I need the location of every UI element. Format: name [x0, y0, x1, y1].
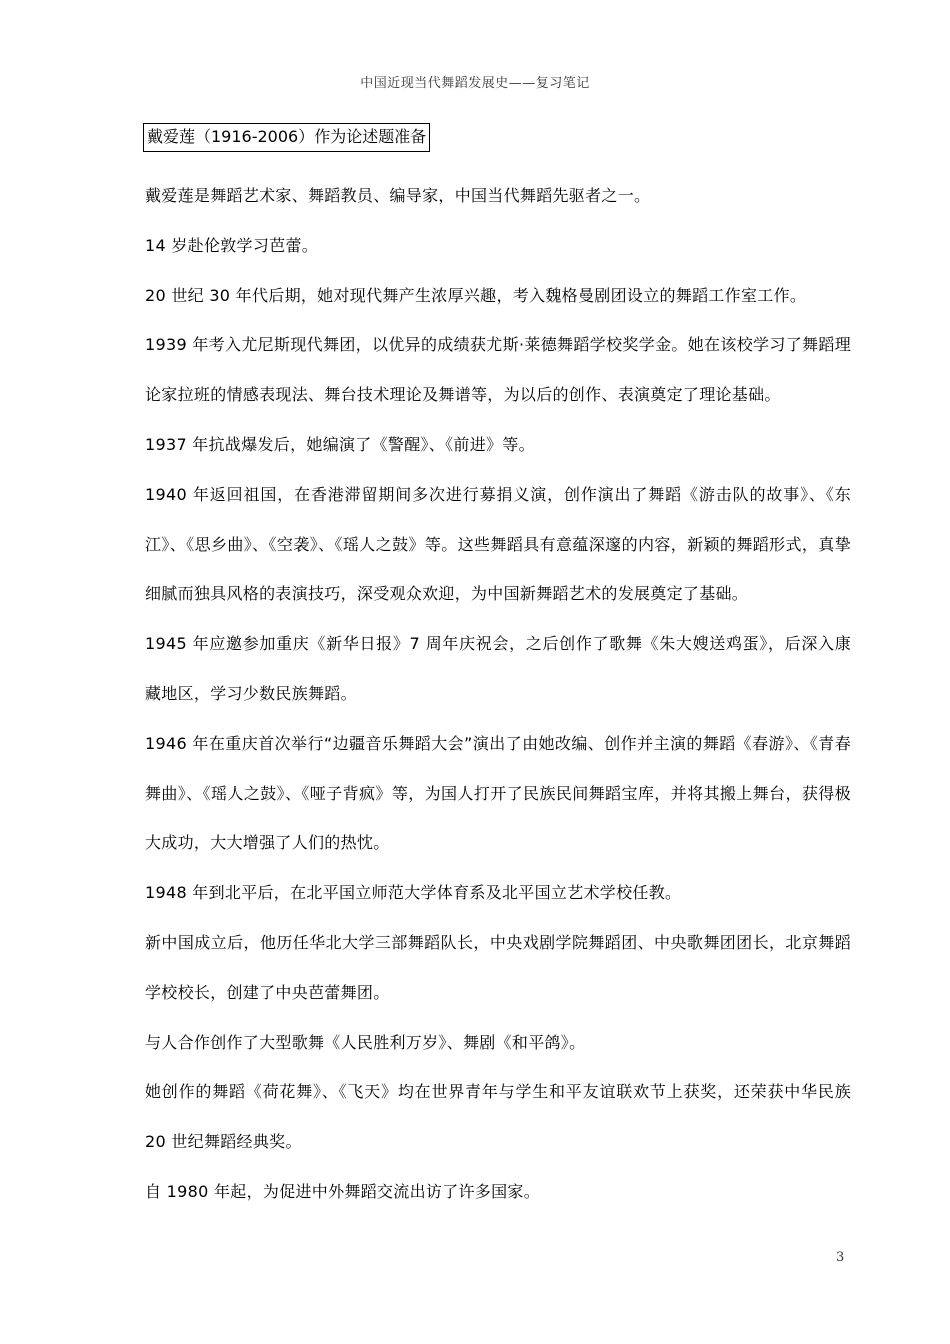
paragraph: 她创作的舞蹈《荷花舞》、《飞天》均在世界青年与学生和平友谊联欢节上获奖，还荣获中华民族 20 世纪舞蹈经典奖。 — [145, 1082, 851, 1152]
body-text — [145, 171, 851, 1217]
paragraph: 1937 年抗战爆发后，她编演了《警醒》、《前进》等。 — [145, 434, 535, 454]
section-title: 戴爱莲（1916-2006）作为论述题准备 — [143, 123, 430, 152]
paragraph: 1946 年在重庆首次举行“边疆音乐舞蹈大会”演出了由她改编、创作并主演的舞蹈《春游》、《青春舞曲》、《瑶人之鼓》、《哑子背疯》等，为国人打开了民族民间舞蹈宝库，并将其搬上舞台，获得极大成功，大大增强了人们的热忱。 — [145, 733, 851, 853]
paragraph: 1948 年到北平后，在北平国立师范大学体育系及北平国立艺术学校任教。 — [145, 883, 682, 903]
paragraph: 1940 年返回祖国，在香港滞留期间多次进行募捐义演，创作演出了舞蹈《游击队的故事》、《东江》、《思乡曲》、《空袭》、《瑶人之鼓》等。这些舞蹈具有意蕴深邃的内容，新颖的舞蹈形式，真挚细腻而独具风格的表演技巧，深受观众欢迎，为中国新舞蹈艺术的发展奠定了基础。 — [145, 484, 851, 604]
paragraph: 新中国成立后，他历任华北大学三部舞蹈队长，中央戏剧学院舞蹈团、中央歌舞团团长，北京舞蹈学校校长，创建了中央芭蕾舞团。 — [145, 932, 851, 1002]
paragraph: 自 1980 年起，为促进中外舞蹈交流出访了许多国家。 — [145, 1181, 540, 1201]
paragraph: 1939 年考入尤尼斯现代舞团，以优异的成绩获尤斯·莱德舞蹈学校奖学金。她在该校学习了舞蹈理论家拉班的情感表现法、舞台技术理论及舞谱等，为以后的创作、表演奠定了理论基础。 — [145, 335, 851, 405]
paragraph: 20 世纪 30 年代后期，她对现代舞产生浓厚兴趣，考入魏格曼剧团设立的舞蹈工作室工作。 — [145, 285, 807, 305]
paragraph: 戴爱莲是舞蹈艺术家、舞蹈教员、编导家，中国当代舞蹈先驱者之一。 — [145, 186, 651, 205]
paragraph: 1945 年应邀参加重庆《新华日报》7 周年庆祝会，之后创作了歌舞《朱大嫂送鸡蛋》，后深入康藏地区，学习少数民族舞蹈。 — [145, 634, 851, 703]
page-number: 3 — [836, 1250, 845, 1265]
paragraph: 与人合作创作了大型歌舞《人民胜利万岁》、舞剧《和平鸽》。 — [145, 1032, 586, 1052]
paragraph: 14 岁赴伦敦学习芭蕾。 — [145, 235, 319, 255]
running-header: 中国近现当代舞蹈发展史——复习笔记 — [360, 76, 590, 91]
